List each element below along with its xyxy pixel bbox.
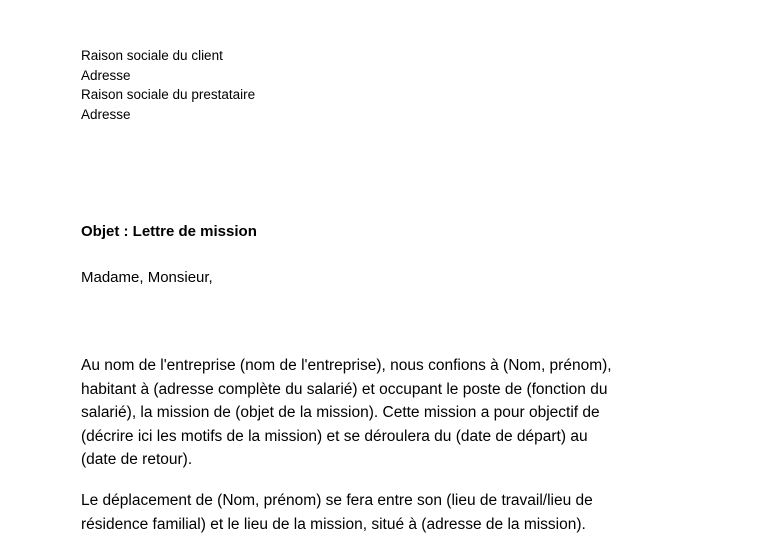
- salutation: Madame, Monsieur,: [81, 269, 213, 286]
- letter-subject: Objet : Lettre de mission: [81, 223, 257, 240]
- paragraph-line: (date de retour).: [81, 451, 193, 468]
- paragraph-line: salarié), la mission de (objet de la mission). Cette mission a pour objectif de: [81, 404, 600, 421]
- paragraph-line: Au nom de l'entreprise (nom de l'entreprise), nous confions à (Nom, prénom),: [81, 357, 612, 374]
- paragraph-travel-details: [81, 489, 593, 536]
- address-block: [81, 46, 255, 124]
- paragraph-line: (décrire ici les motifs de la mission) et se déroulera du (date de départ) au: [81, 427, 588, 445]
- client-name: Raison sociale du client: [81, 48, 223, 63]
- paragraph-line: Le déplacement de (Nom, prénom) se fera entre son (lieu de travail/lieu de: [81, 492, 593, 509]
- provider-name: Raison sociale du prestataire: [81, 87, 256, 102]
- provider-address: Adresse: [81, 106, 131, 122]
- paragraph-mission-details: [81, 354, 612, 472]
- paragraph-line: habitant à (adresse complète du salarié) et occupant le poste de (fonction du: [81, 380, 608, 398]
- paragraph-line: résidence familial) et le lieu de la mission, situé à (adresse de la mission).: [81, 515, 586, 533]
- client-address: Adresse: [81, 67, 131, 83]
